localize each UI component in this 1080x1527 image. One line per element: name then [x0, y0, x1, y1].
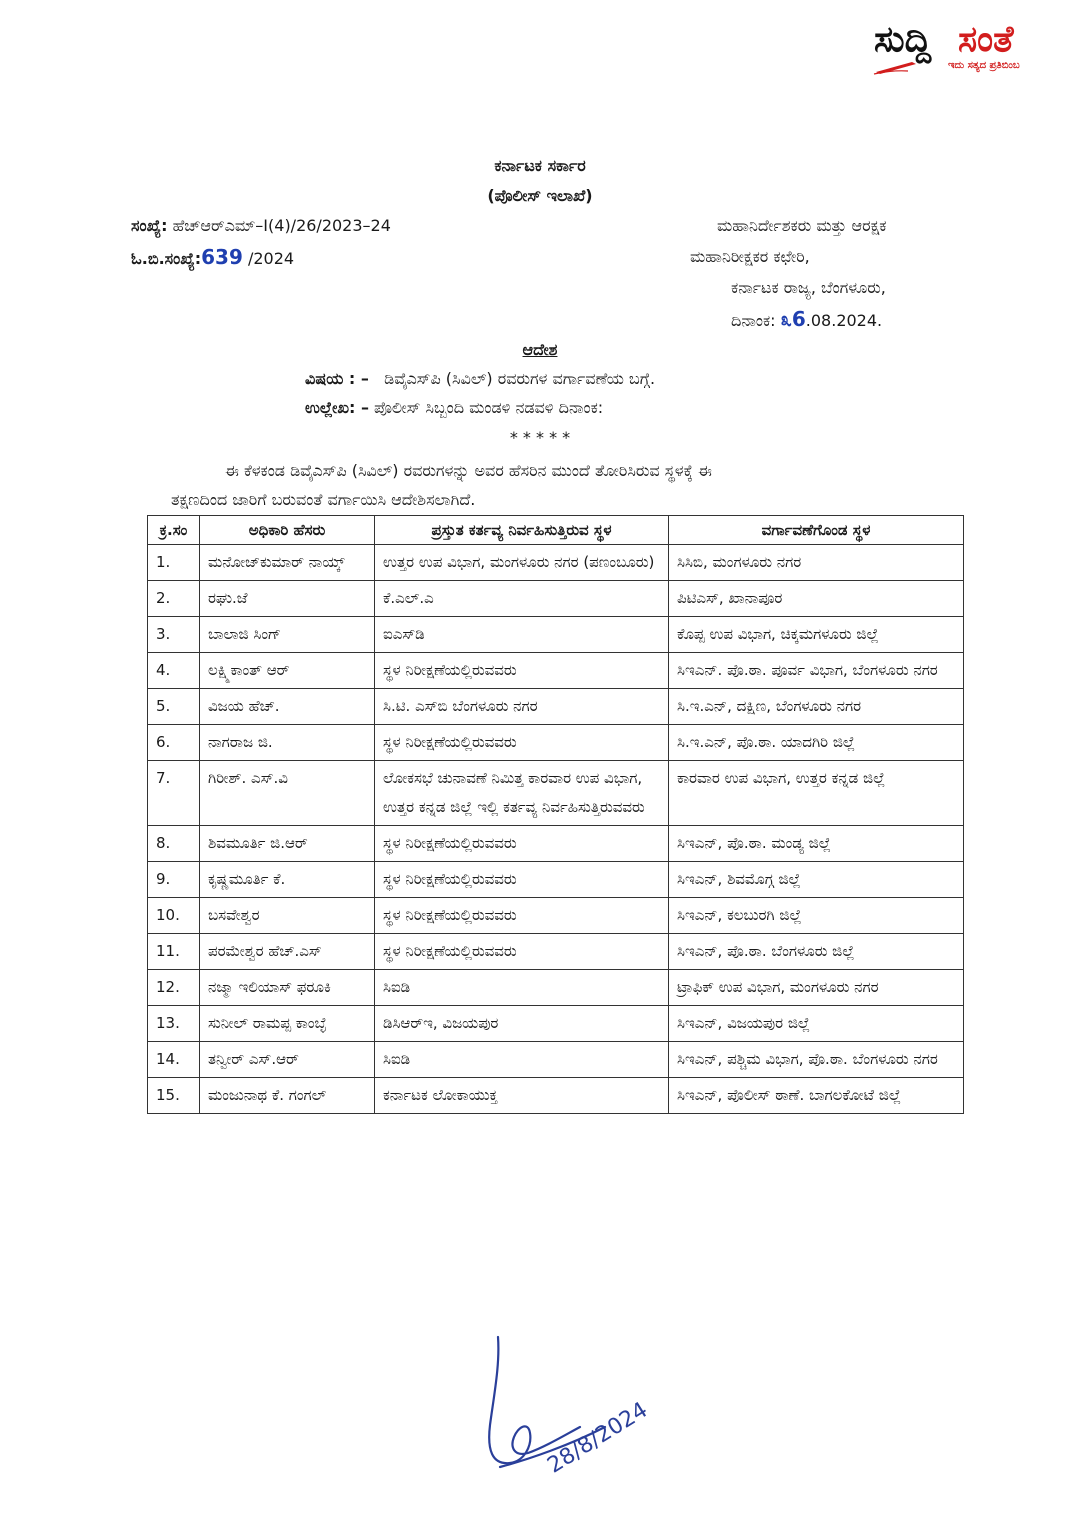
- logo-word-1: ಸುದ್ದಿ: [874, 19, 932, 60]
- reference-text: ಪೊಲೀಸ್ ಸಿಬ್ಬಂದಿ ಮಂಡಳಿ ನಡವಳಿ ದಿನಾಂಕ:: [374, 398, 604, 417]
- cell-transferred-to: ಸಿಇಎನ್, ಪೊ.ಠಾ. ಬೆಂಗಳೂರು ಜಿಲ್ಲೆ: [669, 934, 964, 970]
- cell-officer-name: ನಾಗರಾಜ ಜಿ.: [200, 725, 375, 761]
- cell-officer-name: ಮನೋಜ್‌ಕುಮಾರ್ ನಾಯ್ಕ್: [200, 545, 375, 581]
- column-header-officer-name: ಅಧಿಕಾರಿ ಹೆಸರು: [200, 516, 375, 545]
- cell-current-posting: ಸ್ಥಳ ನಿರೀಕ್ಷಣೆಯಲ್ಲಿರುವವರು: [375, 862, 669, 898]
- ob-number-handwritten: 639: [201, 245, 243, 269]
- cell-serial: 11.: [148, 934, 200, 970]
- table-row: [148, 545, 964, 581]
- cell-current-posting: ಸ್ಥಳ ನಿರೀಕ್ಷಣೆಯಲ್ಲಿರುವವರು: [375, 934, 669, 970]
- cell-current-posting: ಐಎಸ್‌ಡಿ: [375, 617, 669, 653]
- cell-officer-name: ಕೃಷ್ಣಮೂರ್ತಿ ಕೆ.: [200, 862, 375, 898]
- reference-label: ಉಲ್ಲೇಖ: –: [305, 398, 369, 417]
- cell-current-posting: ಉತ್ತರ ಉಪ ವಿಭಾಗ, ಮಂಗಳೂರು ನಗರ (ಪಣಂಬೂರು): [375, 545, 669, 581]
- cell-transferred-to: ಕೊಪ್ಪ ಉಪ ವಿಭಾಗ, ಚಿಕ್ಕಮಗಳೂರು ಜಿಲ್ಲೆ: [669, 617, 964, 653]
- cell-transferred-to: ಕಾರವಾರ ಉಪ ವಿಭಾಗ, ಉತ್ತರ ಕನ್ನಡ ಜಿಲ್ಲೆ: [669, 761, 964, 826]
- table-row: [148, 725, 964, 761]
- reference-line: [305, 398, 603, 418]
- department-title: (ಪೊಲೀಸ್ ಇಲಾಖೆ): [487, 186, 593, 205]
- cell-officer-name: ತನ್ವೀರ್ ಎಸ್.ಆರ್: [200, 1042, 375, 1078]
- cell-transferred-to: ಸಿಇಎನ್, ಶಿವಮೊಗ್ಗ ಜಿಲ್ಲೆ: [669, 862, 964, 898]
- office-line-1: ಮಹಾನಿರ್ದೇಶಕರು ಮತ್ತು ಆರಕ್ಷಕ: [717, 216, 887, 235]
- cell-transferred-to: ಸಿಇಎನ್, ಪೊ.ಠಾ. ಮಂಡ್ಯ ಜಿಲ್ಲೆ: [669, 826, 964, 862]
- cell-serial: 15.: [148, 1078, 200, 1114]
- cell-officer-name: ಬಸವೇಶ್ವರ: [200, 898, 375, 934]
- cell-current-posting: ಲೋಕಸಭೆ ಚುನಾವಣೆ ನಿಮಿತ್ತ ಕಾರವಾರ ಉಪ ವಿಭಾಗ, ಉತ್ತರ ಕನ್ನಡ ಜಿಲ್ಲೆ ಇಲ್ಲಿ ಕರ್ತವ್ಯ ನಿರ್ವಹಿಸುತ್ತಿರುವವರು: [375, 761, 669, 826]
- cell-current-posting: ಸಿ.ಟಿ. ಎಸ್‌ಬಿ ಬೆಂಗಳೂರು ನಗರ: [375, 689, 669, 725]
- transfer-table: [147, 515, 964, 1114]
- cell-officer-name: ಗಿರೀಶ್. ಎಸ್.ವಿ: [200, 761, 375, 826]
- table-row: [148, 761, 964, 826]
- cell-serial: 4.: [148, 653, 200, 689]
- order-body-line-1: ಈ ಕೆಳಕಂಡ ಡಿವೈಎಸ್‌ಪಿ (ಸಿವಿಲ್) ರವರುಗಳನ್ನು ಅವರ ಹೆಸರಿನ ಮುಂದೆ ತೋರಿಸಿರುವ ಸ್ಥಳಕ್ಕೆ ಈ: [225, 461, 712, 480]
- cell-serial: 12.: [148, 970, 200, 1006]
- signature-date: 28/8/2024: [543, 1397, 653, 1479]
- cell-current-posting: ಸ್ಥಳ ನಿರೀಕ್ಷಣೆಯಲ್ಲಿರುವವರು: [375, 653, 669, 689]
- column-header-current-posting: ಪ್ರಸ್ತುತ ಕರ್ತವ್ಯ ನಿರ್ವಹಿಸುತ್ತಿರುವ ಸ್ಥಳ: [375, 516, 669, 545]
- cell-officer-name: ಸುನೀಲ್ ರಾಮಪ್ಪ ಕಾಂಬ್ಳೆ: [200, 1006, 375, 1042]
- ob-label: ಓ.ಬಿ.ಸಂಖ್ಯೆ:: [131, 249, 202, 268]
- ref-label: ಸಂಖ್ಯೆ:: [131, 216, 168, 235]
- cell-transferred-to: ಸಿಇಎನ್, ಪೊಲೀಸ್ ಠಾಣೆ. ಬಾಗಲಕೋಟೆ ಜಿಲ್ಲೆ: [669, 1078, 964, 1114]
- separator-stars: * * * * *: [509, 428, 571, 447]
- cell-serial: 6.: [148, 725, 200, 761]
- handwritten-signature: [470, 1335, 670, 1495]
- table-row: [148, 689, 964, 725]
- cell-serial: 10.: [148, 898, 200, 934]
- column-header-serial: ಕ್ರ.ಸಂ: [148, 516, 200, 545]
- cell-officer-name: ಲಕ್ಷ್ಮಿಕಾಂತ್ ಆರ್: [200, 653, 375, 689]
- pen-icon: [872, 58, 942, 76]
- cell-current-posting: ಸ್ಥಳ ನಿರೀಕ್ಷಣೆಯಲ್ಲಿರುವವರು: [375, 826, 669, 862]
- cell-transferred-to: ಸಿ.ಇ.ಎನ್, ಪೊ.ಠಾ. ಯಾದಗಿರಿ ಜಿಲ್ಲೆ: [669, 725, 964, 761]
- ob-number: [131, 245, 294, 269]
- column-header-transferred-to: ವರ್ಗಾವಣೆಗೊಂಡ ಸ್ಥಳ: [669, 516, 964, 545]
- cell-current-posting: ಸಿಐಡಿ: [375, 1042, 669, 1078]
- table-row: [148, 1042, 964, 1078]
- table-row: [148, 934, 964, 970]
- cell-current-posting: ಕೆ.ಎಲ್.ಎ: [375, 581, 669, 617]
- office-line-2: ಮಹಾನಿರೀಕ್ಷಕರ ಕಛೇರಿ,: [690, 247, 810, 266]
- table-row: [148, 617, 964, 653]
- cell-officer-name: ಶಿವಮೂರ್ತಿ ಜಿ.ಆರ್: [200, 826, 375, 862]
- cell-officer-name: ರಘು.ಜೆ: [200, 581, 375, 617]
- subject-text: ಡಿವೈಎಸ್‌ಪಿ (ಸಿವಿಲ್) ರವರುಗಳ ವರ್ಗಾವಣೆಯ ಬಗ್ಗೆ.: [384, 369, 656, 388]
- logo-tagline: ಇದು ಸತ್ಯದ ಪ್ರತಿಬಿಂಬ: [948, 60, 1020, 71]
- table-row: [148, 898, 964, 934]
- cell-serial: 13.: [148, 1006, 200, 1042]
- cell-transferred-to: ಸಿಇಎನ್, ವಿಜಯಪುರ ಜಿಲ್ಲೆ: [669, 1006, 964, 1042]
- ref-value: ಹೆಚ್‌ಆರ್‌ಎಮ್–I(4)/26/2023–24: [172, 216, 391, 235]
- table-row: [148, 1078, 964, 1114]
- cell-serial: 7.: [148, 761, 200, 826]
- order-date: [731, 307, 882, 331]
- brand-logo: [866, 18, 1066, 76]
- date-label: ದಿನಾಂಕ:: [731, 311, 776, 330]
- cell-officer-name: ಬಾಲಾಜಿ ಸಿಂಗ್: [200, 617, 375, 653]
- table-header-row: [148, 516, 964, 545]
- cell-transferred-to: ಸಿಇಎನ್. ಪೊ.ಠಾ. ಪೂರ್ವ ವಿಭಾಗ, ಬೆಂಗಳೂರು ನಗರ: [669, 653, 964, 689]
- office-line-3: ಕರ್ನಾಟಕ ರಾಜ್ಯ, ಬೆಂಗಳೂರು,: [731, 278, 886, 297]
- cell-officer-name: ಮಂಜುನಾಥ ಕೆ. ಗಂಗಲ್: [200, 1078, 375, 1114]
- cell-current-posting: ಸ್ಥಳ ನಿರೀಕ್ಷಣೆಯಲ್ಲಿರುವವರು: [375, 898, 669, 934]
- cell-serial: 8.: [148, 826, 200, 862]
- cell-serial: 5.: [148, 689, 200, 725]
- cell-officer-name: ಪರಮೇಶ್ವರ ಹೆಚ್.ಎಸ್: [200, 934, 375, 970]
- table-row: [148, 970, 964, 1006]
- cell-serial: 3.: [148, 617, 200, 653]
- date-rest: .08.2024.: [805, 311, 883, 330]
- subject-label: ವಿಷಯ : –: [305, 369, 369, 388]
- cell-transferred-to: ಸಿ.ಇ.ಎನ್, ದಕ್ಷಿಣ, ಬೆಂಗಳೂರು ನಗರ: [669, 689, 964, 725]
- subject-line: [305, 369, 655, 389]
- cell-current-posting: ಡಿಸಿಆರ್‌ಇ, ವಿಜಯಪುರ: [375, 1006, 669, 1042]
- cell-serial: 9.: [148, 862, 200, 898]
- ob-year: /2024: [247, 249, 295, 268]
- table-row: [148, 1006, 964, 1042]
- order-title: ಆದೇಶ: [522, 340, 558, 359]
- cell-transferred-to: ಟ್ರಾಫಿಕ್ ಉಪ ವಿಭಾಗ, ಮಂಗಳೂರು ನಗರ: [669, 970, 964, 1006]
- cell-transferred-to: ಸಿಇಎನ್, ಪಶ್ಚಿಮ ವಿಭಾಗ, ಪೊ.ಠಾ. ಬೆಂಗಳೂರು ನಗರ: [669, 1042, 964, 1078]
- cell-current-posting: ಕರ್ನಾಟಕ ಲೋಕಾಯುಕ್ತ: [375, 1078, 669, 1114]
- cell-serial: 2.: [148, 581, 200, 617]
- date-day-handwritten: ೩6: [780, 307, 806, 331]
- cell-officer-name: ನಜ್ಮಾ ಇಲಿಯಾಸ್ ಫರೂಕಿ: [200, 970, 375, 1006]
- cell-transferred-to: ಸಿಸಿಬಿ, ಮಂಗಳೂರು ನಗರ: [669, 545, 964, 581]
- cell-transferred-to: ಪಿಟಿಎಸ್, ಖಾನಾಪೂರ: [669, 581, 964, 617]
- table-row: [148, 826, 964, 862]
- cell-current-posting: ಸಿಐಡಿ: [375, 970, 669, 1006]
- cell-serial: 14.: [148, 1042, 200, 1078]
- cell-transferred-to: ಸಿಇಎನ್, ಕಲಬುರಗಿ ಜಿಲ್ಲೆ: [669, 898, 964, 934]
- cell-officer-name: ವಿಜಯ ಹೆಚ್.: [200, 689, 375, 725]
- government-title: ಕರ್ನಾಟಕ ಸರ್ಕಾರ: [494, 156, 586, 175]
- table-row: [148, 862, 964, 898]
- table-row: [148, 653, 964, 689]
- cell-serial: 1.: [148, 545, 200, 581]
- order-body-line-2: ತಕ್ಷಣದಿಂದ ಜಾರಿಗೆ ಬರುವಂತೆ ವರ್ಗಾಯಿಸಿ ಆದೇಶಿಸಲಾಗಿದೆ.: [171, 490, 476, 509]
- table-row: [148, 581, 964, 617]
- logo-word-2: ಸಂತೆ: [958, 19, 1014, 60]
- cell-current-posting: ಸ್ಥಳ ನಿರೀಕ್ಷಣೆಯಲ್ಲಿರುವವರು: [375, 725, 669, 761]
- reference-number: [131, 216, 391, 236]
